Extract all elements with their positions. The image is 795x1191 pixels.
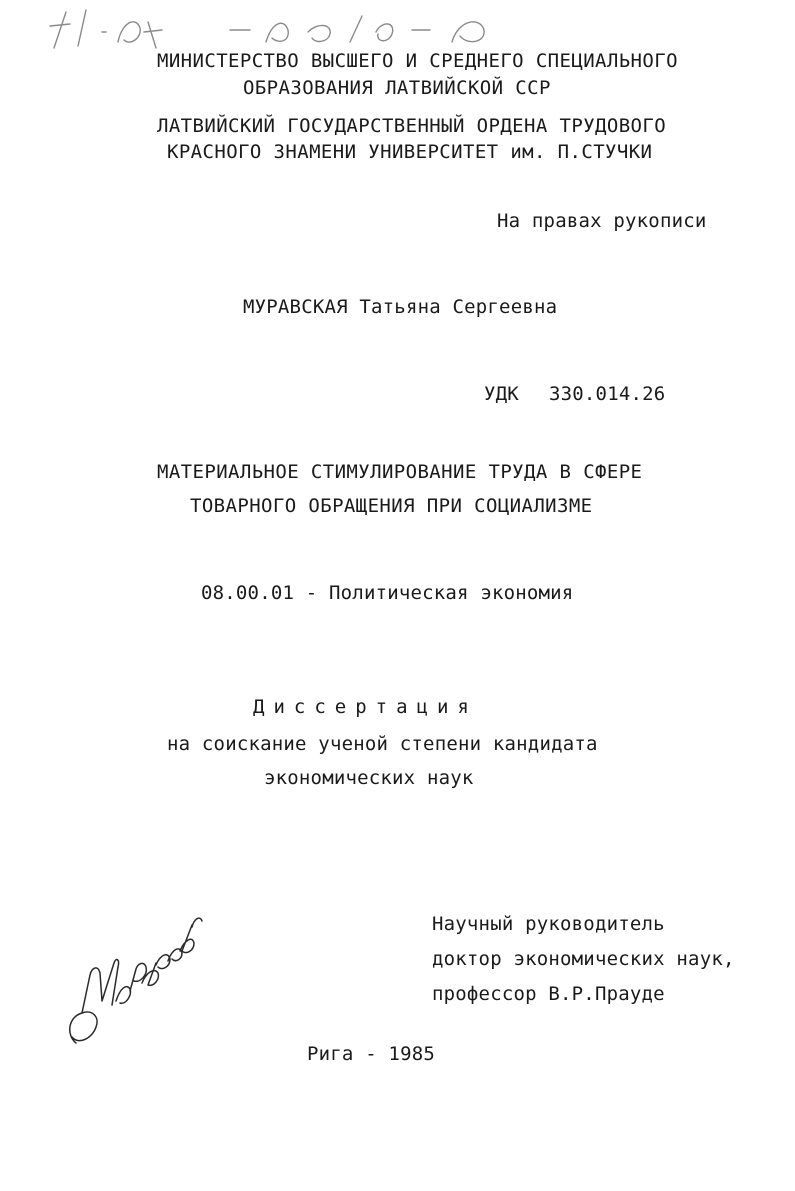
udc-label: УДК — [484, 383, 519, 405]
author-signature — [60, 905, 205, 1055]
udc-code: 330.014.26 — [549, 383, 666, 405]
archive-mark-text: 61:85-5/1050 — [40, 2, 48, 3]
ministry-line-2: ОБРАЗОВАНИЯ ЛАТВИЙСКОЙ ССР — [243, 77, 551, 99]
degree-heading: Диссертация — [253, 696, 478, 718]
author-name: МУРАВСКАЯ Татьяна Сергеевна — [243, 296, 558, 318]
degree-line-2: экономических наук — [264, 767, 474, 789]
signature-text: Муравская — [60, 905, 66, 906]
manuscript-rights: На правах рукописи — [497, 210, 707, 232]
university-line-2: КРАСНОГО ЗНАМЕНИ УНИВЕРСИТЕТ им. П.СТУЧКИ — [167, 141, 653, 163]
thesis-title-line-1: МАТЕРИАЛЬНОЕ СТИМУЛИРОВАНИЕ ТРУДА В СФЕРЕ — [157, 461, 643, 483]
degree-line-1: на соискание ученой степени кандидата — [167, 733, 598, 755]
specialty: 08.00.01 - Политическая экономия — [201, 582, 574, 604]
ministry-line-1: МИНИСТЕРСТВО ВЫСШЕГО И СРЕДНЕГО СПЕЦИАЛЬНОГО — [157, 50, 678, 72]
supervisor-name: профессор В.Р.Прауде — [432, 983, 665, 1005]
supervisor-title: доктор экономических наук, — [432, 948, 735, 970]
supervisor-role: Научный руководитель — [432, 913, 665, 935]
university-line-1: ЛАТВИЙСКИЙ ГОСУДАРСТВЕННЫЙ ОРДЕНА ТРУДОВОГО — [157, 115, 667, 137]
place-year: Рига - 1985 — [307, 1043, 436, 1065]
thesis-title-line-2: ТОВАРНОГО ОБРАЩЕНИЯ ПРИ СОЦИАЛИЗМЕ — [190, 495, 593, 517]
